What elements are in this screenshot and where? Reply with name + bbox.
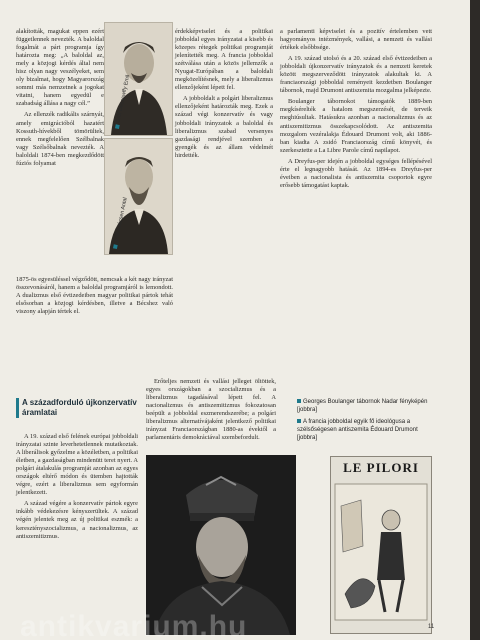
caption-marker-icon — [113, 244, 118, 249]
paragraph: Erőteljes nemzeti és vallási jelleget öltöttek, egyes országokban a szocializmus és a liberalizmus tagadásával lépett fel. A nacionalizmus és antiszemitizmus fokozatosan beépült a jobboldal eszmerendszerébe; a polgári liberalizmus alternatívájaként jelentkező politikai irányzat Franciaországban 1880-as évektől a parlamentáris demokráciával szembefordult. — [146, 378, 276, 442]
text-column-2-bottom — [146, 378, 276, 445]
text-column-1-bottom — [16, 433, 138, 544]
le-pilori-cartoon — [330, 456, 435, 634]
caption-marker-icon — [115, 124, 120, 129]
caption-marker-icon — [297, 399, 301, 403]
boulanger-photo — [146, 455, 296, 635]
cartoon-illustration — [331, 476, 431, 624]
page-number: 11 — [428, 624, 435, 630]
caption-marker-icon — [297, 419, 301, 423]
paragraph: a parlamenti képviselet és a pozitív értelemben vett hagyományos intézmények, vallási, a nemzeti és vallási értékek elsőbbsége. — [280, 28, 432, 52]
newspaper-masthead: LE PILORI — [343, 460, 419, 475]
portrait-caption: Gróf Dessewffy Emil — [114, 74, 131, 129]
paragraph: A 19. század utolsó és a 20. század első évtizedeiben a jobboldali újkonzervatív irányzatok és a nemzeti keretek között megszerveződött irányzatok alakultak ki. A franciaországi jobboldal reményeit kezdetben Boulanger tábornok, majd Drumont antiszemita mozgalma jelképezte. — [280, 55, 432, 95]
book-edge — [470, 0, 480, 640]
paragraph: Boulanger tábornokot támogatók 1889-ben megkísérelték a hatalom megszerzését, de terveik meghiúsultak. Hatásukra azonban a nacionalizmus és az antiszemitizmus összekapcsolódott. Az antiszemita mozgalom vezéralakja Édouard Drumont volt, aki 1886-ban kiadta A zsidó Franciaország című könyvét, és szerkesztette a La Libre Parole című napilapot. — [280, 98, 432, 154]
paragraph: A jobboldalt a polgári liberalizmus ellenzőjeként határozták meg. Ezek a század végi konzervatív és vagy jobboldali irányzatok a baloldal és liberalizmus szabad versenyes gazdasági rendjével szemben a gyengék és az állam védelmét hirdették. — [175, 95, 273, 159]
caption-item: Georges Boulanger tábornok Nadar fényképén [jobbra] — [297, 399, 428, 413]
portrait-caption: Gróf Szécsen Antal — [112, 197, 129, 249]
paragraph: Az ellenzék radikális szárnyát, amely emigrációból hazatért Kossuth-hívekből tömörültek, ennek megfelelően Szélbalnak vagy Szélsőbalnak nevezték. A baloldali 1874-ben megkezdődött fúziós folyamat — [16, 111, 104, 167]
paragraph: A század végére a konzervatív pártok egyre inkább védekezésre kényszerültek. A század végén jelentek meg az új politikai eszmék: a keresztényszocializmus, a nacionalizmus, az antiszemitizmus. — [16, 500, 138, 540]
paragraph: 1875-ös egyesüléssel végződött, nemcsak a két nagy irányzat összevonásáról, hanem a baloldal programjáról is lemondott. A dualizmus első évtizedeiben magyar politikai pártok tehát elsősorban a közjogi kérdésben, illetve a Bécshez való viszony alapján tértek el. — [16, 276, 173, 316]
text-column-3 — [280, 28, 432, 193]
text-column-1-middle — [16, 276, 173, 319]
paragraph: A 19. század első felének európai jobboldali irányzatai szinte leverhetetlennek mutatkoztak. A liberálisok győzelme a közéletben, a politikai életben, a gazdaságban mindenütt teret nyert. A polgári átalakulás programját azonban az egyes országok eltérő módon és ütemben hajtották végre, ezért a liberalizmus sem egyformán jelentkezett. — [16, 433, 138, 497]
portrait-dessewffy — [104, 22, 173, 136]
watermark: antikvarium.hu — [20, 610, 248, 640]
section-heading: A századforduló újkonzervatív áramlatai — [16, 398, 152, 418]
image-captions — [297, 398, 437, 446]
text-column-1-top — [16, 28, 104, 171]
paragraph: érdekképviselet és a politikai jobboldal egyes irányzatai a kisebb és közepes rétegek politikai programját jelenítették meg. A francia jobboldal szétválása után a közös jellemzők a Nyugat-Európában a baloldali megközelítésnek, mely a liberalizmus ellenzőjeként lépett fel. — [175, 28, 273, 92]
text-column-2 — [175, 28, 273, 163]
paragraph: A Dreyfus-per idején a jobboldal egységes fellépésével érte el legnagyobb hatását. Az 1894-es Dreyfus-per éveiben a nacionalista és antiszemita csoportok egyre erősebb támogatást kaptak. — [280, 157, 432, 189]
paragraph: alakították, magukat eppen ezért függetlennek nevezték. A baloldal fogalmát a párt programja így határozta meg: „A baloldal az, mely a közjogi kérdés által nem hisz olyan nagy veszélyeket, sem oly bizalmat, hogy Magyarország sommi más nemzetnek a jogokat vitatni, hanem egyedül e szabadság állása a nagy cél.” — [16, 28, 104, 108]
portrait-photograph — [146, 455, 296, 635]
caption-item: A francia jobboldal egyik fő ideológusa a szélsőségesen antiszemita Édouard Drumont [jobbra] — [297, 419, 418, 441]
